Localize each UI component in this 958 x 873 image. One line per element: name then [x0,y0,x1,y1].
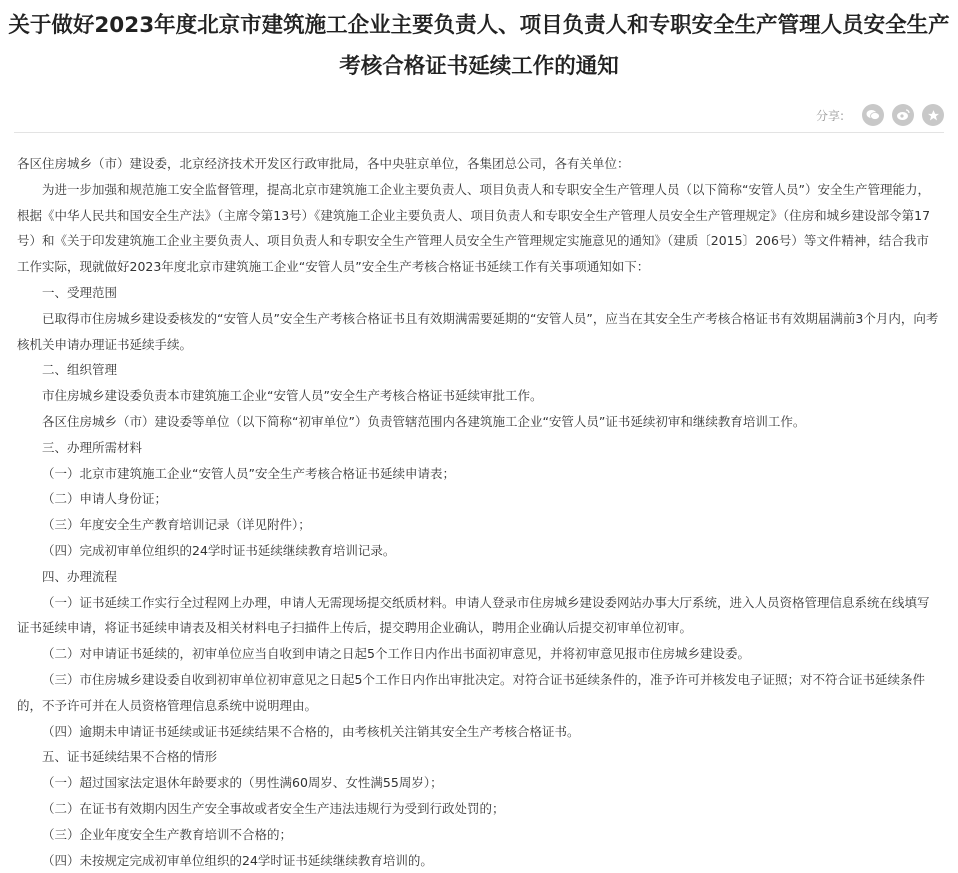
star-icon-glyph [927,109,940,122]
salutation: 各区住房城乡（市）建设委，北京经济技术开发区行政审批局，各中央驻京单位，各集团总公司，各有关单位： [17,156,630,171]
share-label: 分享: [815,108,844,123]
weibo-icon-glyph [896,109,910,121]
list-item: （一）超过国家法定退休年龄要求的（男性满60周岁、女性满55周岁）； [42,775,443,791]
section-heading: 一、受理范围 [42,284,118,300]
section-heading: 五、证书延续结果不合格的情形 [42,749,218,765]
page-title: 关于做好2023年度北京市建筑施工企业主要负责人、项目负责人和专职安全生产管理人员安全生产考核合格证书延续工作的通知 [8,13,950,79]
list-item: （四）未按规定完成初审单位组织的24学时证书延续继续教育培训的。 [42,852,433,868]
article-body [17,151,941,873]
list-item: （二）申请人身份证； [42,491,168,507]
share-bar [816,100,944,130]
list-item: （一）证书延续工作实行全过程网上办理，申请人无需现场提交纸质材料。申请人登录市住房城乡建设委网站办事大厅系统，进入人员资格管理信息系统在线填写证书延续申请，将证书延续申请表及相关材料电子扫描件上传后，提交聘用企业确认，聘用企业确认后提交初审单位初审。 [17,594,930,636]
list-item: （四）完成初审单位组织的24学时证书延续继续教育培训记录。 [42,542,396,558]
list-item: （三）市住房城乡建设委自收到初审单位初审意见之日起5个工作日内作出审批决定。对符合证书延续条件的，准予许可并核发电子证照；对不符合证书延续条件的，不予许可并在人员资格管理信息系统中说明理由。 [17,671,925,713]
list-item: （四）逾期未申请证书延续或证书延续结果不合格的，由考核机关注销其安全生产考核合格证书。 [42,723,580,739]
list-item: （二）对申请证书延续的，初审单位应当自收到申请之日起5个工作日内作出书面初审意见，并将初审意见报市住房城乡建设委。 [42,646,750,662]
list-item: （三）企业年度安全生产教育培训不合格的； [42,826,293,842]
paragraph: 各区住房城乡（市）建设委等单位（以下简称“初审单位”）负责管辖范围内各建筑施工企业“安管人员”证书延续初审和继续教育培训工作。 [42,413,806,429]
wechat-icon[interactable] [862,104,884,126]
wechat-icon-glyph [866,109,880,121]
weibo-icon[interactable] [892,104,914,126]
paragraph: 市住房城乡建设委负责本市建筑施工企业“安管人员”安全生产考核合格证书延续审批工作。 [42,388,543,404]
title-divider [14,132,944,133]
paragraph: 已取得市住房城乡建设委核发的“安管人员”安全生产考核合格证书且有效期满需要延期的“安管人员”，应当在其安全生产考核合格证书有效期届满前3个月内，向考核机关申请办理证书延续手续。 [17,310,939,352]
list-item: （二）在证书有效期内因生产安全事故或者安全生产违法违规行为受到行政处罚的； [42,800,505,816]
section-heading: 二、组织管理 [42,362,118,378]
section-heading: 四、办理流程 [42,568,118,584]
intro-paragraph: 为进一步加强和规范施工安全监督管理，提高北京市建筑施工企业主要负责人、项目负责人和专职安全生产管理人员（以下简称“安管人员”）安全生产管理能力，根据《中华人民共和国安全生产法》（主席令第13号）《建筑施工企业主要负责人、项目负责人和专职安全生产管理人员安全生产管理规定》（住房和城乡建设部令第17号）和《关于印发建筑施工企业主要负责人、项目负责人和专职安全生产管理人员安全生产管理规定实施意见的通知》（建质〔2015〕206号）等文件精神，结合我市工作实际，现就做好2023年度北京市建筑施工企业“安管人员”安全生产考核合格证书延续工作有关事项通知如下： [17,181,931,275]
list-item: （一）北京市建筑施工企业“安管人员”安全生产考核合格证书延续申请表； [42,465,455,481]
section-heading: 三、办理所需材料 [42,439,143,455]
favorite-icon[interactable] [922,104,944,126]
list-item: （三）年度安全生产教育培训记录（详见附件）； [42,517,311,533]
